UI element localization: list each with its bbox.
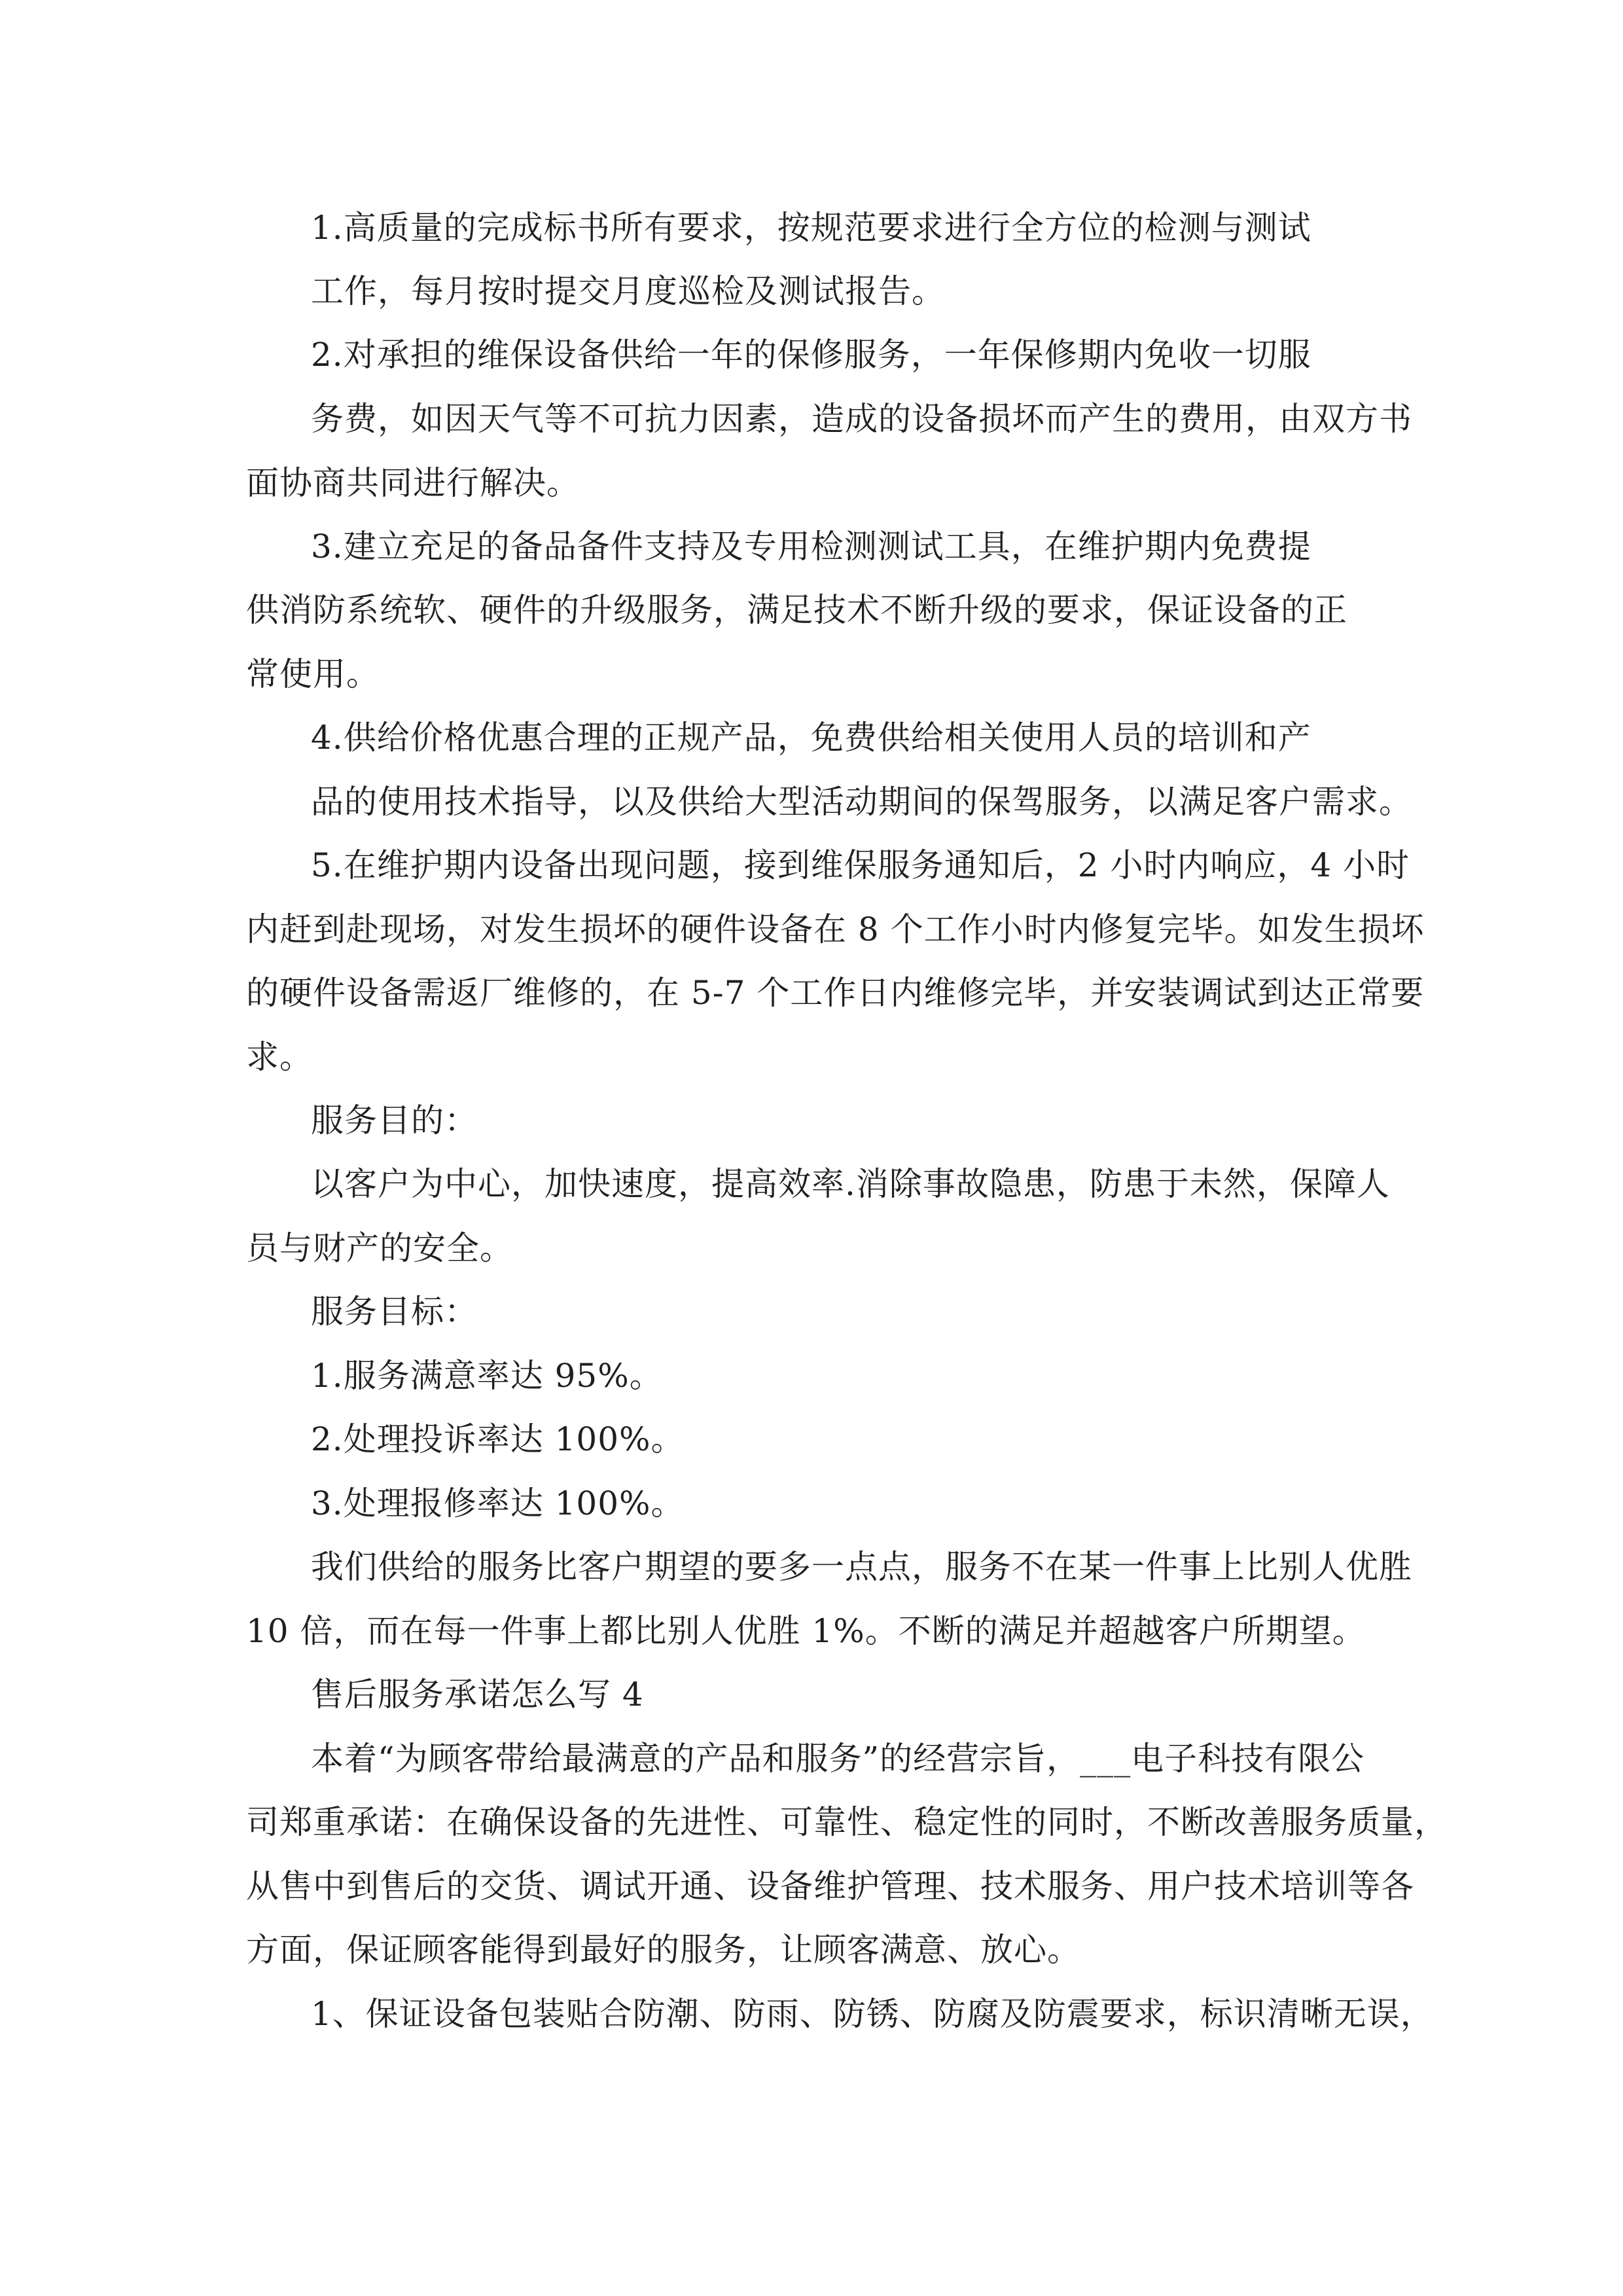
text-line: 2.对承担的维保设备供给一年的保修服务，一年保修期内免收一切服 (311, 336, 1311, 374)
text-line: 服务目的： (311, 1102, 478, 1139)
text-line: 5.在维护期内设备出现问题，接到维保服务通知后，2 小时内响应，4 小时 (311, 846, 1410, 884)
text-line: 供消防系统软、硬件的升级服务，满足技术不断升级的要求，保证设备的正 (246, 591, 1347, 629)
text-line: 我们供给的服务比客户期望的要多一点点，服务不在某一件事上比别人优胜 (311, 1548, 1412, 1586)
text-line: 司郑重承诺：在确保设备的先进性、可靠性、稳定性的同时，不断改善服务质量， (246, 1803, 1448, 1841)
text-line: 以客户为中心，加快速度，提高效率.消除事故隐患，防患于未然，保障人 (311, 1165, 1390, 1203)
text-line: 服务目标： (311, 1293, 478, 1331)
text-line: 本着“为顾客带给最满意的产品和服务”的经营宗旨，___电子科技有限公 (311, 1740, 1365, 1778)
text-line: 工作，每月按时提交月度巡检及测试报告。 (311, 272, 945, 310)
text-line: 务费，如因天气等不可抗力因素，造成的设备损坏而产生的费用，由双方书 (311, 400, 1412, 438)
text-line: 1.服务满意率达 95%。 (311, 1357, 663, 1395)
text-line: 4.供给价格优惠合理的正规产品，免费供给相关使用人员的培训和产 (311, 719, 1311, 757)
text-line: 品的使用技术指导，以及供给大型活动期间的保驾服务，以满足客户需求。 (311, 783, 1412, 821)
text-line: 3.处理报修率达 100%。 (311, 1484, 685, 1522)
text-line: 员与财产的安全。 (246, 1229, 513, 1267)
text-line: 的硬件设备需返厂维修的，在 5-7 个工作日内维修完毕，并安装调试到达正常要 (246, 974, 1425, 1012)
text-line: 面协商共同进行解决。 (246, 464, 580, 502)
text-line: 求。 (246, 1038, 313, 1076)
text-line: 3.建立充足的备品备件支持及专用检测测试工具，在维护期内免费提 (311, 528, 1311, 565)
text-line: 常使用。 (246, 655, 380, 693)
text-line: 1、保证设备包装贴合防潮、防雨、防锈、防腐及防震要求，标识清晰无误， (311, 1995, 1434, 2033)
text-line: 从售中到售后的交货、调试开通、设备维护管理、技术服务、用户技术培训等各 (246, 1867, 1414, 1905)
text-line: 2.处理投诉率达 100%。 (311, 1420, 685, 1458)
text-line: 1.高质量的完成标书所有要求，按规范要求进行全方位的检测与测试 (311, 209, 1311, 247)
text-line: 方面，保证顾客能得到最好的服务，让顾客满意、放心。 (246, 1931, 1080, 1969)
text-line: 售后服务承诺怎么写 4 (311, 1676, 644, 1713)
text-line: 10 倍，而在每一件事上都比别人优胜 1%。不断的满足并超越客户所期望。 (246, 1612, 1366, 1650)
text-line: 内赶到赴现场，对发生损坏的硬件设备在 8 个工作小时内修复完毕。如发生损坏 (246, 910, 1425, 948)
